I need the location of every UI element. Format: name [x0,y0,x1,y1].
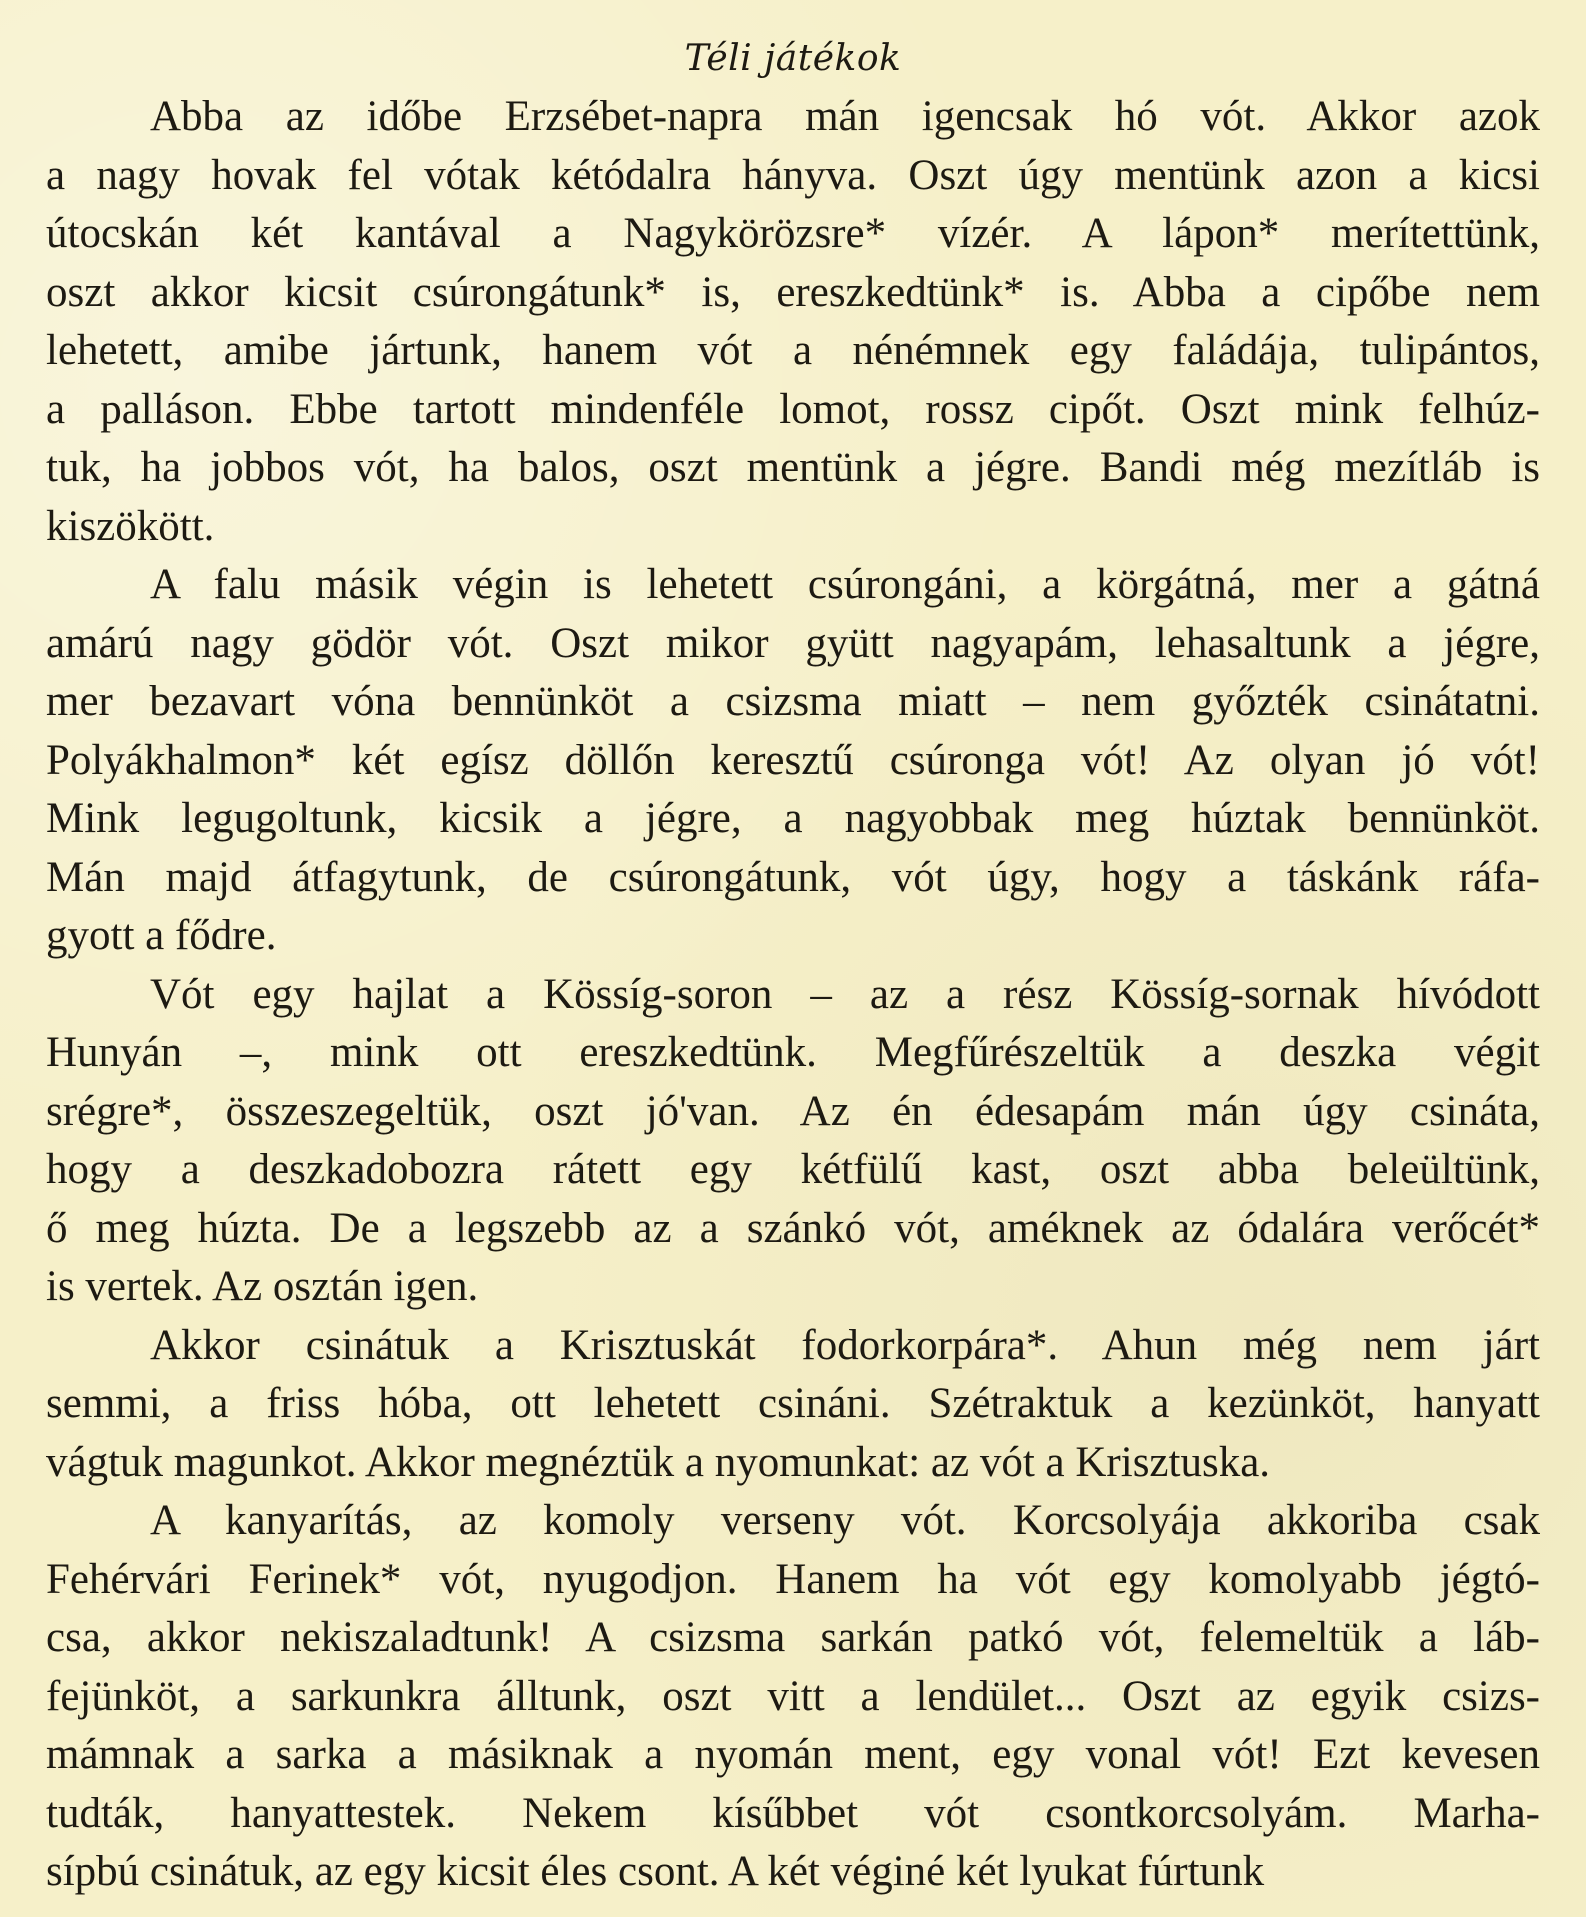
text-line: srégre*, összeszegeltük, oszt jó'van. Az én édesapám mán úgy csináta, [46,1087,1540,1135]
paragraph [46,966,1540,1317]
text-line: Akkor csinátuk a Krisztuskát fodorkorpára*. Ahun még nem járt [150,1321,1540,1369]
text-line: Vót egy hajlat a Kössíg-soron – az a rész Kössíg-sornak hívódott [150,970,1540,1018]
text-line: vágtuk magunkot. Akkor megnéztük a nyomunkat: az vót a Krisztuska. [46,1438,1271,1486]
paragraph [46,1492,1540,1902]
text-line: gyott a fődre. [46,912,277,959]
text-line: Mink legugoltunk, kicsik a jégre, a nagyobbak meg húztak bennünköt. [46,795,1540,842]
text-line: hogy a deszkadobozra rátett egy kétfülű kast, oszt abba beleültünk, [46,1146,1540,1193]
text-line: Hunyán –, mink ott ereszkedtünk. Megfűrészeltük a deszka végit [46,1029,1540,1076]
text-line: lehetett, amibe jártunk, hanem vót a nénémnek egy faládája, tulipántos, [46,327,1540,374]
text-line: oszt akkor kicsit csúrongátunk* is, ereszkedtünk* is. Abba a cipőbe nem [46,268,1540,316]
text-line: Polyákhalmon* két egísz döllőn keresztű csúronga vót! Az olyan jó vót! [46,736,1540,784]
paragraph [46,1317,1540,1493]
text-line: kiszökött. [46,502,215,550]
text-line: A kanyarítás, az komoly verseny vót. Korcsolyája akkoriba csak [150,1497,1540,1544]
text-line: mámnak a sarka a másiknak a nyomán ment, egy vonal vót! Ezt kevesen [46,1731,1540,1778]
text-line: amárú nagy gödör vót. Oszt mikor gyütt nagyapám, lehasaltunk a jégre, [46,619,1540,667]
text-line: Mán majd átfagytunk, de csúrongátunk, vót úgy, hogy a táskánk ráfa- [46,853,1540,901]
text-line: fejünköt, a sarkunkra álltunk, oszt vitt a lendület... Oszt az egyik csizs- [46,1672,1540,1720]
text-line: a nagy hovak fel vótak kétódalra hányva. Oszt úgy mentünk azon a kicsi [46,151,1540,199]
text-line: csa, akkor nekiszaladtunk! A csizsma sarkán patkó vót, felemeltük a láb- [46,1614,1540,1661]
text-line: is vertek. Az osztán igen. [46,1263,479,1310]
text-line: tuk, ha jobbos vót, ha balos, oszt mentünk a jégre. Bandi még mezítláb is [46,444,1540,491]
text-line: mer bezavart vóna bennünköt a csizsma miatt – nem győzték csinátatni. [46,678,1540,725]
paragraph [46,88,1540,556]
chapter-title: Téli játékok [684,38,902,79]
text-line: A falu másik végin is lehetett csúrongáni, a körgátná, mer a gátná [150,561,1540,608]
paragraph [46,556,1540,966]
text-line: ő meg húzta. De a legszebb az a szánkó vót, améknek az ódalára verőcét* [46,1204,1540,1252]
text-line: sípbú csinátuk, az egy kicsit éles csont. A két véginé két lyukat fúrtunk [46,1848,1265,1895]
text-line: a palláson. Ebbe tartott mindenféle lomot, rossz cipőt. Oszt mink felhúz- [46,385,1540,433]
text-line: Fehérvári Ferinek* vót, nyugodjon. Hanem ha vót egy komolyabb jégtó- [46,1555,1540,1603]
text-line: tudták, hanyattestek. Nekem kísűbbet vót csontkorcsolyám. Marha- [46,1789,1540,1837]
body-text [46,88,1540,1902]
text-line: útocskán két kantával a Nagykörözsre* vízér. A lápon* merítettünk, [46,210,1540,257]
text-line: Abba az időbe Erzsébet-napra mán igencsak hó vót. Akkor azok [150,93,1540,140]
text-line: semmi, a friss hóba, ott lehetett csináni. Szétraktuk a kezünköt, hanyatt [46,1380,1540,1427]
